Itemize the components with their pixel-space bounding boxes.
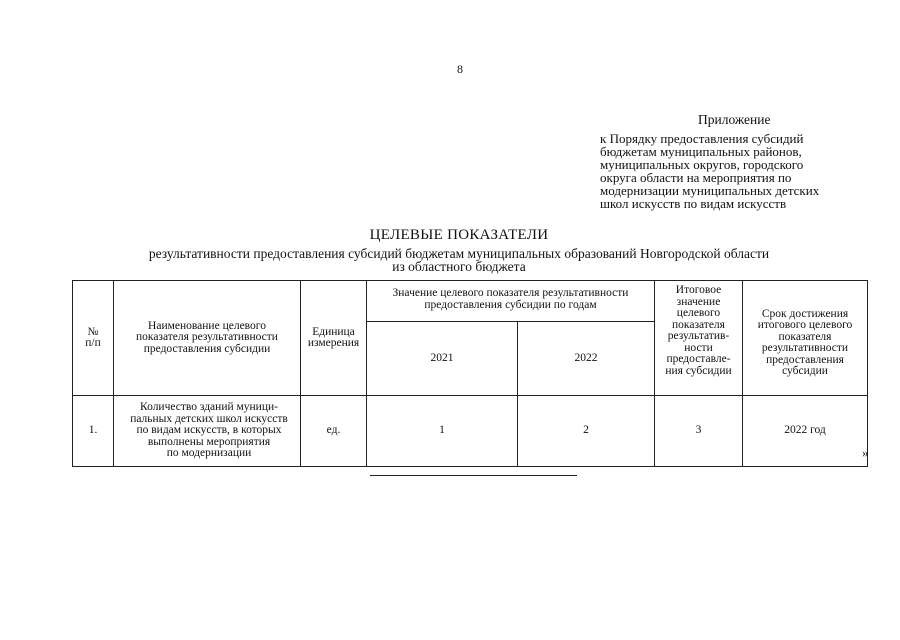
header-term: [743, 281, 868, 396]
header-text: предоставления субсидии: [143, 342, 271, 355]
appendix-title: Приложение: [698, 112, 771, 127]
header-year-2021: 2021: [367, 322, 518, 396]
header-years-group: [367, 281, 655, 322]
header-final-value: [655, 281, 743, 396]
header-num: [73, 281, 114, 396]
header-text: Срок достижения: [761, 307, 849, 320]
appendix-line: округа области на мероприятия по: [600, 170, 792, 185]
header-text: итогового целевого: [757, 319, 853, 331]
header-text: п/п: [85, 337, 101, 349]
indicators-table: [72, 280, 868, 467]
header-year-2022: 2022: [518, 322, 655, 396]
cell-text: Количество зданий муници-: [140, 401, 278, 414]
header-text: Итоговое: [675, 284, 722, 296]
cell-text: по модернизации: [166, 447, 252, 460]
cell-unit: ед.: [301, 396, 367, 467]
closing-quote: »: [862, 445, 869, 460]
header-name: [114, 281, 301, 396]
header-text: значение: [676, 295, 721, 308]
cell-text: по видам искусств, в которых: [136, 424, 282, 437]
header-text: результатив-: [667, 330, 730, 342]
cell-num: 1.: [73, 396, 114, 467]
header-text: ния субсидии: [665, 364, 732, 377]
appendix-block: [600, 113, 890, 210]
header-text: показателя результативности: [136, 331, 278, 344]
subtitle-line: результативности предоставления субсидий бюджетам муниципальных образований Новгородской области: [148, 246, 770, 261]
header-text: показателя: [778, 330, 832, 343]
header-text: ности: [684, 341, 713, 354]
header-text: предоставления: [766, 353, 844, 366]
cell-year-2021: 1: [367, 396, 518, 467]
appendix-line: к Порядку предоставления субсидий: [600, 131, 804, 146]
header-text: субсидии: [782, 365, 828, 377]
header-text: результативности: [761, 342, 849, 354]
header-text: целевого: [676, 307, 721, 319]
appendix-line: бюджетам муниципальных районов,: [600, 144, 802, 159]
cell-name: [114, 396, 301, 467]
appendix-line: модернизации муниципальных детских: [600, 183, 820, 198]
appendix-line: муниципальных округов, городского: [600, 157, 804, 172]
header-text: предоставле-: [666, 353, 731, 365]
header-text: Значение целевого показателя результативности: [392, 287, 629, 299]
table-header-row: [73, 281, 868, 322]
table-row: [73, 396, 868, 467]
cell-term: 2022 год: [743, 396, 868, 467]
cell-text: пальных детских школ искусств: [130, 412, 288, 425]
document-subtitle: [0, 247, 900, 273]
appendix-line: школ искусств по видам искусств: [600, 196, 787, 211]
header-text: №: [87, 325, 99, 338]
header-text: предоставления субсидии по годам: [424, 298, 597, 311]
header-text: Наименование целевого: [148, 319, 266, 332]
header-text: показателя: [672, 318, 725, 331]
header-text: измерения: [307, 337, 360, 349]
page-number: 8: [457, 62, 463, 76]
cell-year-2022: 2: [518, 396, 655, 467]
cell-final-value: 3: [655, 396, 743, 467]
footer-divider: [370, 475, 577, 476]
subtitle-line: из областного бюджета: [392, 259, 526, 274]
header-text: Единица: [312, 325, 355, 338]
document-title: ЦЕЛЕВЫЕ ПОКАЗАТЕЛИ: [369, 227, 549, 243]
cell-text: выполнены мероприятия: [147, 435, 271, 448]
header-unit: [301, 281, 367, 396]
